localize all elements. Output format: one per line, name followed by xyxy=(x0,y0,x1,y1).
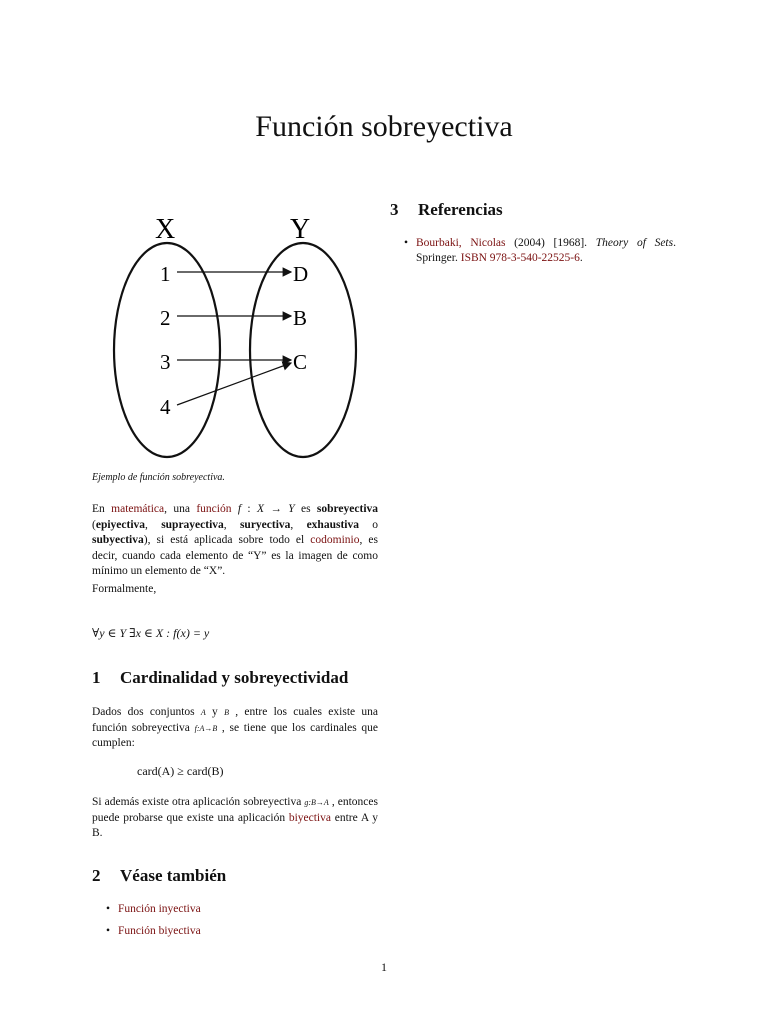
list-item xyxy=(104,924,374,939)
page-number: 1 xyxy=(381,960,387,974)
references-list xyxy=(402,236,676,273)
domain-element: 2 xyxy=(160,306,171,330)
formalmente-text: Formalmente, xyxy=(92,583,157,595)
figure-caption: Ejemplo de función sobreyectiva. xyxy=(92,472,225,483)
intro-paragraph: En matemática, una función f : X → Y es sobreyectiva (epiyectiva, suprayectiva, suryectiva, exhaustiva o subyectiva), si está aplicada sobre todo el codominio, es decir, cuando cada elemento de “Y” es la imagen de como mínimo un elemento de “X”. xyxy=(92,503,379,577)
see-also-list xyxy=(104,902,374,946)
codomain-label: Y xyxy=(290,214,311,245)
domain-element: 1 xyxy=(160,262,171,286)
link-funcion-biyectiva[interactable]: Función biyectiva xyxy=(118,925,201,937)
domain-element: 4 xyxy=(160,395,171,419)
section-2-heading: 2 Véase también xyxy=(92,866,227,885)
link-funcion-inyectiva[interactable]: Función inyectiva xyxy=(118,903,201,915)
link-codominio[interactable]: codominio xyxy=(310,534,360,546)
link-ref-author[interactable]: Bourbaki, Nicolas xyxy=(416,237,506,249)
codomain-element: C xyxy=(293,350,308,374)
section-1-heading: 1 Cardinalidad y sobreyectividad xyxy=(92,668,349,687)
surjection-diagram xyxy=(100,205,370,465)
domain-element: 3 xyxy=(160,350,171,374)
link-funcion[interactable]: función xyxy=(196,503,232,515)
link-matematica[interactable]: matemática xyxy=(111,503,165,515)
mapping-arrow xyxy=(177,363,291,405)
page-title: Función sobreyectiva xyxy=(255,110,513,143)
section-3-heading: 3 Referencias xyxy=(390,200,503,219)
codomain-element: D xyxy=(293,262,309,286)
formula-cardinality: card(A) ≥ card(B) xyxy=(137,764,224,778)
domain-label: X xyxy=(155,214,176,245)
section-1-paragraph-1: Dados dos conjuntos A y B , entre los cuales existe una función sobreyectiva f:A→B , se tiene que los cardinales que cumplen: xyxy=(92,706,379,749)
formula-surjection: ∀y ∈ Y ∃x ∈ X : f(x) = y xyxy=(92,626,210,640)
list-item: • Bourbaki, Nicolas (2004) [1968]. Theory of Sets. Springer. ISBN 978-3-540-22525-6. xyxy=(402,236,676,266)
list-item xyxy=(104,902,374,917)
link-biyectiva[interactable]: biyectiva xyxy=(288,811,331,824)
codomain-element: B xyxy=(293,306,308,330)
link-isbn[interactable]: ISBN 978-3-540-22525-6 xyxy=(460,252,580,264)
section-1-paragraph-2: Si además existe otra aplicación sobreyectiva g:B→A , entonces puede probarse que existe una aplicación biyectiva entre A y B. xyxy=(92,796,378,839)
